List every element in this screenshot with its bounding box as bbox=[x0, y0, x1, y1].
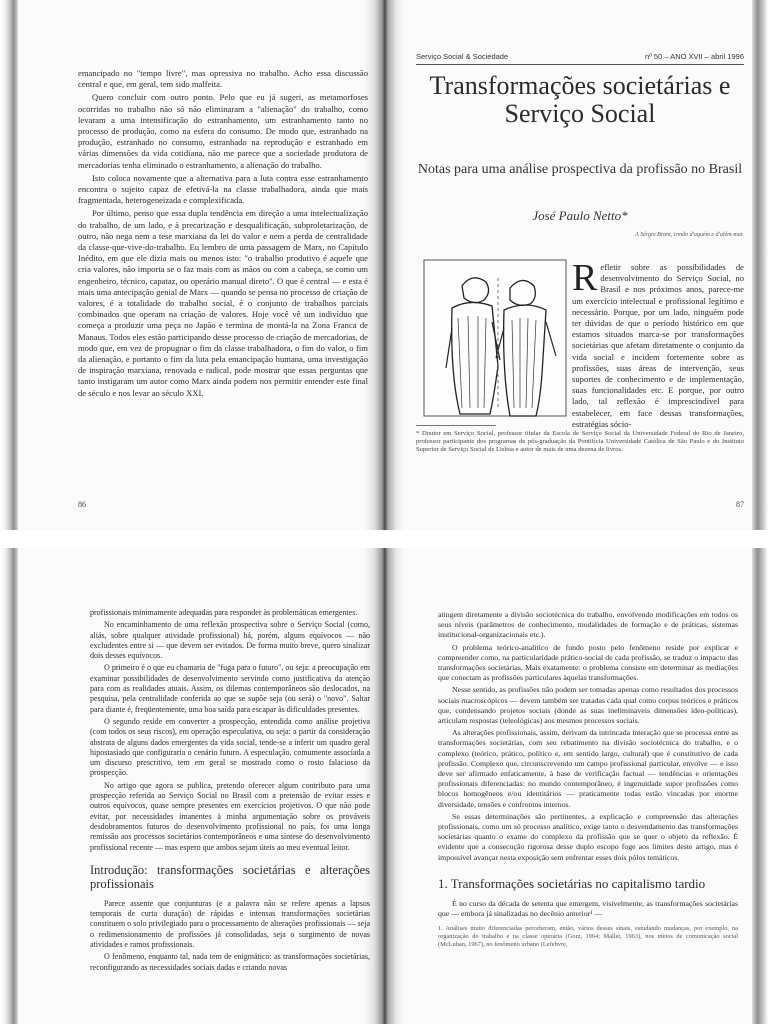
paragraph: Isto coloca novamente que a alternativa para a luta contra esse estranhamento encontra o sujeito capaz de efetivá-la na classe trabalhadora, ainda que mais fragmentada, heterogeneizada e complexificada. bbox=[78, 172, 368, 206]
two-figures-illustration bbox=[422, 258, 568, 418]
paragraph: É no curso da década de setenta que emergem, visivelmente, as transformações societárias que — embora já sinalizadas no decênio anterior¹ — bbox=[438, 898, 738, 919]
page-edge-left bbox=[0, 0, 18, 530]
section-heading: 1. Transformações societárias no capitalismo tardio bbox=[438, 875, 706, 891]
paragraph: O primeiro é o que eu chamaria de "fuga para o futuro", ou seja: a preocupação em examinar possibilidades de desenvolvimento servindo como justificativa da atenção para com as realidades atuais. Assim, os dilemas contemporâneos são deslocados, na pesquisa, pela centralidade conferida ao que se supõe seja (ou será) o "novo". Saltar para diante é, freqüentemente, uma boa saída para escapar às dificuldades presentes. bbox=[90, 663, 370, 714]
paragraph: Por último, penso que essa dupla tendência em direção a uma intelectualização do trabalho, de um lado, e à precarização e desqualificação, subproletarização, de outro, não nega nem a tese marxiana da lei do valor e nem a perda de centralidade da classe-que-vive-do-trabalho. Eu lembro de uma passagem de Marx, no Capítulo Inédito, em que ele dizia mais ou menos isto: "o trabalho produtivo é aquele que cria valores, não importa se o faz mais com as mãos ou com a cabeça, se como um engenheiro, técnico, capataz, ou operário manual direto". O que é central — e esta é mais uma antecipação genial de Marx — quando se pensa no processo de criação de valores, é a totalidade do trabalho social, é o conjunto de trabalhos parciais combinados que operam na criação de valores. Hoje você vê um indivíduo que começa a produzir uma peça no Japão e termina de montá-la na Zona Franca de Manaus. Todos eles estão participando desse processo de criação de mercadorias, de modo que, em vez de propugnar o fim da classe trabalhadora, o fim do valor, o fim da alienação, e portanto o fim da luta pela emancipação humana, uma investigação de inspiração marxiana, renovada e radical, pode mostrar que essas perguntas que tanto instigaram um autor como Marx ainda podem nos permitir entender este final de século e nos levar ao século XXI. bbox=[78, 208, 368, 398]
paragraph: No artigo que agora se publica, pretendo oferecer algum contributo para uma prospecção referida ao Serviço Social no Brasil com a pretensão de evitar esses e outros equívocos, quase sempre presentes em exercícios projetivos. O que não pode evitar, por necessidades imanentes à minha argumentação sobre os prováveis desdobramentos futuros do desenvolvimento profissional no país, foi uma longa remissão aos processos societários contemporâneos e uma síntese do desenvolvimento profissional recente — mas espero que ambos sejam úteis ao meu eventual leitor. bbox=[90, 780, 370, 852]
article-subtitle: Notas para uma análise prospectiva da profissão no Brasil bbox=[417, 162, 743, 177]
paragraph: atingem diretamente a divisão sociotécnica do trabalho, envolvendo modificações em todos os seus níveis (parâmetros de conhecimento, modalidades de formação e de práticas, sistemas institucional-organizacionais etc.). bbox=[438, 610, 738, 640]
page-86 bbox=[40, 0, 370, 530]
paragraph: Nesse sentido, as profissões não podem ser tomadas apenas como resultados dos processos sociais macroscópicos — devem também ser tratadas cada qual como corpus teóricos e práticos que, condensando projetos sociais (donde as suas ineliminaveis dimensões ídeo-políticas), articulam respostas (teleológicas) aos mesmos processos sociais. bbox=[438, 685, 738, 726]
issue-info: nº 50 – ANO XVII – abril 1996 bbox=[644, 52, 744, 61]
page-edge-left bbox=[0, 548, 18, 1024]
paragraph: As alterações profissionais, assim, derivam da intrincada interação que se processa entre as transformações societárias, com seu rebatimento na divisão sociotécnica do trabalho, e o complexo (teórico, prático, político e, em sentido largo, cultural) que é constitutivo de cada profissão. Complexo que, circunscrevendo um campo profissional particular, envolve — e isso deve ser afirmado enfaticamente, à base de verificação factual — tendências e orientações profissionais diferenciadas: no mundo contemporâneo, é ingenuidade supor profissões como blocos homogêneos e/ou identitários — praticamente todas estão vincadas por enorme diversidade, tensões e confrontos internos. bbox=[438, 728, 738, 809]
running-header bbox=[416, 52, 744, 64]
drop-cap: R bbox=[572, 257, 598, 299]
page-edge-right bbox=[752, 0, 768, 530]
header-rule bbox=[416, 64, 744, 65]
paragraph: profissionais minimamente adequadas para responder às problemáticas emergentes. bbox=[90, 608, 358, 617]
paragraph: O segundo reside em converter a prospecção, entendida como análise projetiva (com todos os seus riscos), em operação especulativa, ou seja: a partir da consideração abstrata de alguns dados emergentes da vida social, tende-se a inferir um quadro geral hipostasiado que configuraria o cenário futuro. A especulação, comumente associada a um discurso prescritivo, tem em geral se mostrado como o rosto falacioso da prospecção. bbox=[90, 716, 370, 778]
author-footnote: * Doutor em Serviço Social, professor titular da Escola de Serviço Social da Universidade Federal do Rio de Janeiro, professor participante dos programas de pós-graduação da Pontifícia Universidade Católica de São Paulo e do Instituto Superior de Serviço Social de Lisboa e autor de mais de uma dezena de livros. bbox=[416, 430, 744, 454]
section-heading: Introdução: transformações societárias e alterações profissionais bbox=[90, 862, 370, 891]
dedication: A Sérgio Brant, irmão d'aquém e d'além-mar. bbox=[635, 232, 744, 238]
footnote-rule bbox=[416, 425, 496, 426]
book-gutter bbox=[364, 548, 404, 1024]
article-title: Transformações societárias e Serviço Social bbox=[429, 71, 731, 128]
page-number: 87 bbox=[736, 500, 744, 509]
article-intro bbox=[572, 257, 744, 430]
spread-separator bbox=[0, 530, 768, 548]
book-gutter bbox=[364, 0, 404, 530]
page-89 bbox=[416, 548, 744, 1024]
paragraph: Se essas determinações são pertinentes, a explicação e compreensão das alterações profissionais, como um só processo analítico, exige tanto o desvendamento das transformações societárias quanto o exame do complexo da profissão que se quer o objeto da reflexão. É evidente que a consecução rigorosa desse duplo escopo foge aos limites deste artigo, mas é impossível avançar nesta exposição sem enfrentar esses dois pólos temáticos. bbox=[438, 811, 738, 862]
paragraph: emancipado no "tempo livre", mas opressiva no trabalho. Acho essa discussão central e que, em geral, tem sido malfeita. bbox=[78, 68, 368, 90]
paragraph: O problema teórico-analítico de fundo posto pelo fenômeno reside por explicar e compreender como, na particularidade prático-social de cada profissão, se traduz o impacto das transformações societárias. Mais exatamente: o problema consiste em determinar as mediações que conectam as profissões particulares àquelas transformações. bbox=[438, 642, 738, 683]
paragraph: O fenômeno, enquanto tal, nada tem de enigmático: as transformações societárias, reconfigurando as necessidades sociais dadas e criando novas bbox=[90, 952, 370, 972]
journal-name: Serviço Social & Sociedade bbox=[416, 52, 509, 61]
page-87 bbox=[416, 0, 744, 530]
page-88-text bbox=[90, 608, 370, 975]
paragraph: Parece assente que conjunturas (e a palavra não se refere apenas a lapsos temporais de curta duração) de rápidas e intensas transformações societárias constituem o solo privilegiado para o processamento de alterações profissionais — seja o redimensionamento de profissões já consolidadas, seja o surgimento de novas atividades e ramos profissionais. bbox=[90, 898, 370, 950]
page-89-text bbox=[438, 610, 738, 949]
footnote: 1. Análises muito diferenciadas perceberam, então, vários desses sinais, estudando mudanças, por exemplo, na organização do trabalho e na classe operária (Gorz, 1964; Mallet, 1963), nos meios de comunicação social (McLuhan, 1967), no fenômeno urbano (Lefebvre, bbox=[438, 925, 738, 949]
page-86-text bbox=[78, 68, 368, 401]
book-spread-bottom bbox=[0, 548, 768, 1024]
page-edge-right bbox=[752, 548, 768, 1024]
paragraph: No encaminhamento de uma reflexão prospectiva sobre o Serviço Social (como, aliás, sobre qualquer atividade profissional) há, porém, alguns equívocos — não excludentes entre si — que devem ser evitados. De forma muito breve, quero sinalizar dois desses equívocos. bbox=[90, 620, 370, 661]
article-author: José Paulo Netto* bbox=[532, 208, 628, 223]
intro-paragraph: efletir sobre as possibilidades de desenvolvimento do Serviço Social, no Brasil e nos próximos anos, parece-me um exercício intelectual e profissional legítimo e necessário. Porque, por um lado, ninguém pode ter dúvidas de que o período histórico em que estamos situados marca-se por transformações societárias que afetam diretamente o conjunto da vida social e incidem fortemente sobre as profissões, suas áreas de intervenção, seus suportes de conhecimento e de implementação, suas funcionalidades etc. E porque, por outro lado, tal reflexão é imprescindível para estabelecer, em face dessas transformações, estratégias sócio- bbox=[572, 262, 744, 429]
page-number: 86 bbox=[78, 500, 86, 509]
page-88 bbox=[40, 548, 370, 1024]
paragraph: Quero concluir com outro ponto. Pelo que eu já sugeri, as metamorfoses ocorridas no trabalho não só não eliminaram a "alienação" do trabalho, como levaram a uma intensificação do estranhamento, um estranhamento tanto no processo de produção, como na esfera do consumo. De modo que, estranhado na produção, estranhado no consumo, estranhado na reprodução e estranhado em várias dimensões da vida cotidiana, não me parece que a sociedade produtora de mercadorias tenha eliminado o estranhamento, a alienação do trabalho. bbox=[78, 92, 368, 170]
